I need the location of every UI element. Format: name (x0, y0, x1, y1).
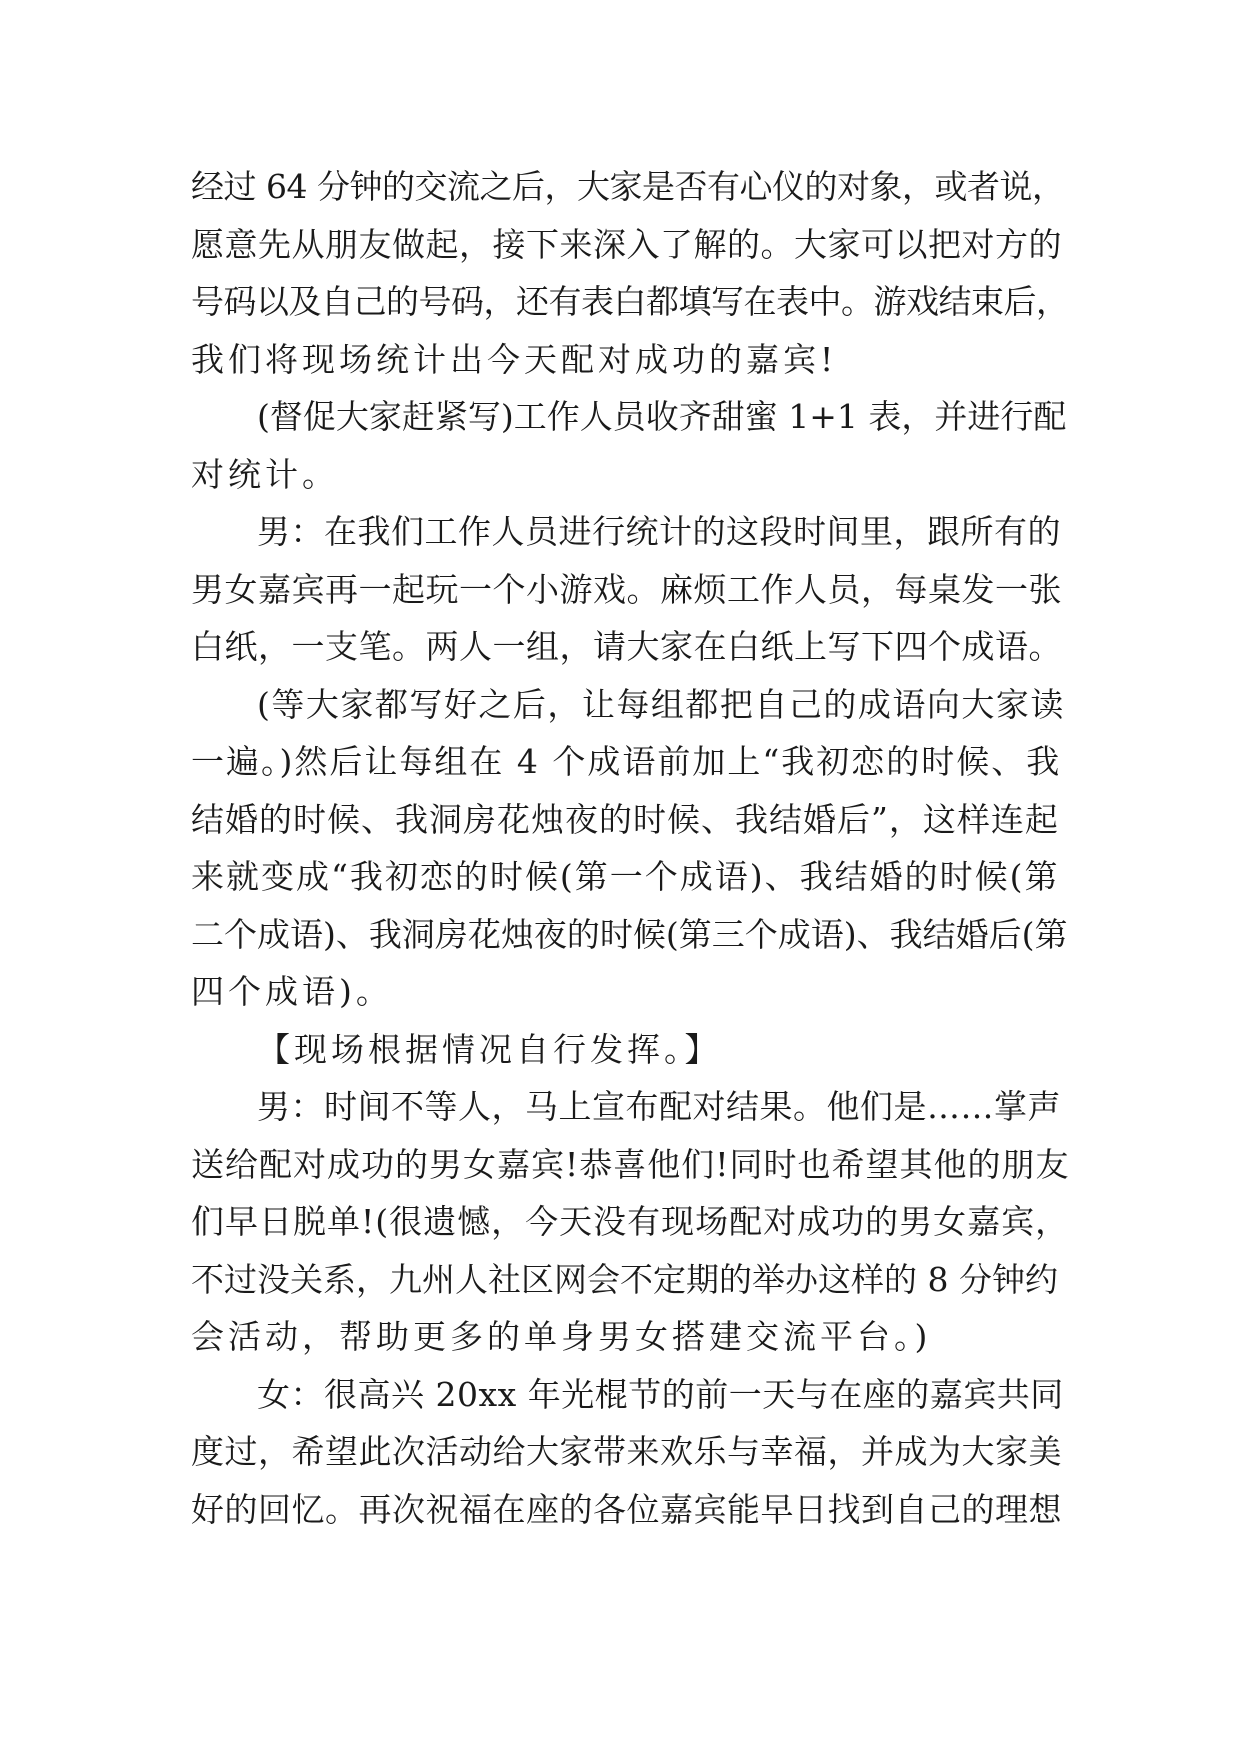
paragraph-first-line: 女：很高兴 20xx 年光棍节的前一天与在座的嘉宾共同 (257, 1374, 1064, 1414)
paragraph-first-line: 男：时间不等人，马上宣布配对结果。他们是……掌声 (257, 1087, 1061, 1126)
text-line: 四个成语)。 (191, 972, 393, 1011)
text-line: 男女嘉宾再一起玩一个小游戏。麻烦工作人员，每桌发一张 (191, 569, 1062, 609)
text-line: 不过没关系，九州人社区网会不定期的举办这样的 8 分钟约 (191, 1259, 1058, 1299)
text-line: 好的回忆。再次祝福在座的各位嘉宾能早日找到自己的理想 (191, 1489, 1062, 1529)
text-line: 们早日脱单!(很遗憾，今天没有现场配对成功的男女嘉宾， (191, 1202, 1070, 1241)
text-line: 愿意先从朋友做起，接下来深入了解的。大家可以把对方的 (191, 224, 1062, 264)
text-line: 白纸，一支笔。两人一组，请大家在白纸上写下四个成语。 (191, 627, 1062, 666)
text-line: 经过 64 分钟的交流之后，大家是否有心仪的对象，或者说， (191, 167, 1065, 206)
text-line: 对统计。 (191, 454, 339, 494)
text-line: 结婚的时候、我洞房花烛夜的时候、我结婚后”，这样连起 (191, 799, 1059, 839)
text-line: 来就变成“我初恋的时候(第一个成语)、我结婚的时候(第 (191, 857, 1060, 896)
paragraph-first-line: 男：在我们工作人员进行统计的这段时间里，跟所有的 (257, 512, 1061, 551)
text-line: 号码以及自己的号码，还有表白都填写在表中。游戏结束后， (191, 282, 1069, 321)
paragraph-first-line: (督促大家赶紧写)工作人员收齐甜蜜 1+1 表，并进行配 (257, 397, 1067, 436)
paragraph-first-line: (等大家都写好之后，让每组都把自己的成语向大家读 (257, 684, 1065, 724)
text-line: 度过，希望此次活动给大家带来欢乐与幸福，并成为大家美 (191, 1432, 1062, 1471)
text-line: 二个成语)、我洞房花烛夜的时候(第三个成语)、我结婚后(第 (191, 914, 1068, 954)
document-body (191, 158, 1071, 1538)
text-line: 我们将现场统计出今天配对成功的嘉宾! (191, 339, 838, 379)
text-line: 一遍。)然后让每组在 4 个成语前加上“我初恋的时候、我 (191, 742, 1062, 781)
text-line: 送给配对成功的男女嘉宾!恭喜他们!同时也希望其他的朋友 (191, 1144, 1070, 1184)
paragraph-first-line: 【现场根据情况自行发挥。】 (257, 1029, 722, 1069)
text-line: 会活动，帮助更多的单身男女搭建交流平台。) (191, 1317, 932, 1356)
